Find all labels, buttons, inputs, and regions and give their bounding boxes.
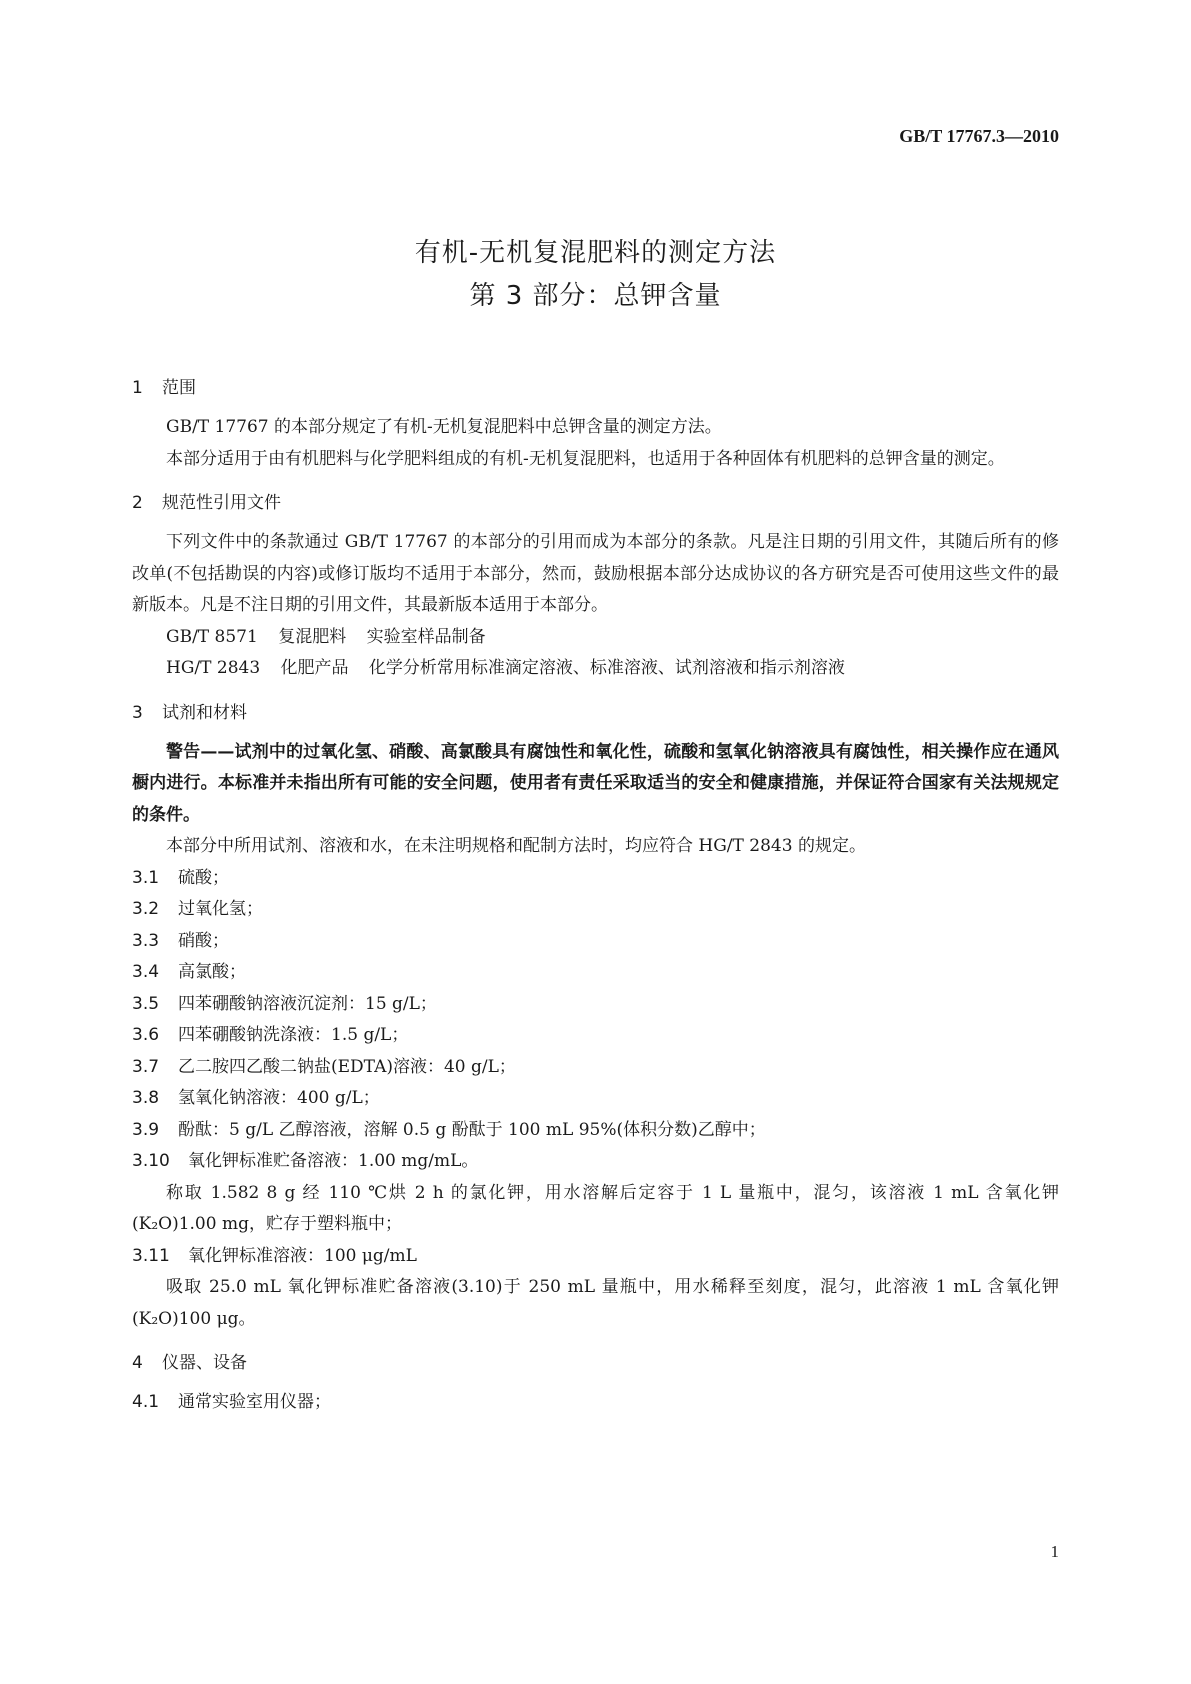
item-number: 3.10 — [132, 1151, 170, 1171]
section-title: 试剂和材料 — [162, 702, 247, 723]
section-title: 范围 — [162, 378, 196, 398]
page-number: 1 — [1050, 1542, 1059, 1561]
item-number: 3.11 — [132, 1245, 170, 1266]
section-heading-3 — [132, 697, 1059, 729]
item-text: 氧化钾标准溶液：100 μg/mL — [188, 1245, 417, 1266]
item-number: 3.6 — [132, 1025, 160, 1045]
reference-item — [132, 653, 1059, 685]
item-text: 四苯硼酸钠溶液沉淀剂：15 g/L； — [178, 993, 437, 1014]
item-text: 氧化钾标准贮备溶液：1.00 mg/mL。 — [188, 1151, 479, 1171]
item-number: 3.5 — [132, 993, 160, 1014]
item-text: 氢氧化钠溶液：400 g/L； — [178, 1088, 380, 1108]
section-title: 规范性引用文件 — [162, 493, 281, 513]
reference-title: 化肥产品 — [280, 658, 349, 678]
standard-code: GB/T 17767.3—2010 — [899, 126, 1059, 146]
list-item — [132, 957, 1059, 989]
list-item — [132, 1115, 1059, 1147]
list-item — [132, 894, 1059, 926]
section-number: 2 — [132, 493, 143, 513]
list-item — [132, 1083, 1059, 1115]
section-number: 1 — [132, 378, 143, 398]
item-text: 四苯硼酸钠洗涤液：1.5 g/L； — [178, 1025, 409, 1045]
list-item — [132, 989, 1059, 1021]
document-title: 有机-无机复混肥料的测定方法 — [414, 238, 777, 268]
section-heading-2 — [132, 487, 1059, 519]
reference-code: HG/T 2843 — [166, 658, 261, 678]
item-text: 通常实验室用仪器； — [178, 1392, 331, 1412]
paragraph: 本部分中所用试剂、溶液和水，在未注明规格和配制方法时，均应符合 HG/T 2843 的规定。 — [166, 836, 866, 856]
document-subtitle: 第 3 部分：总钾含量 — [469, 281, 722, 311]
section-heading-4 — [132, 1347, 1059, 1379]
list-item — [132, 1241, 1059, 1273]
list-item — [132, 1052, 1059, 1084]
reference-code: GB/T 8571 — [166, 626, 258, 647]
list-item — [132, 1020, 1059, 1052]
section-title: 仪器、设备 — [162, 1353, 247, 1373]
item-number: 3.3 — [132, 930, 160, 951]
paragraph: GB/T 17767 的本部分规定了有机-无机复混肥料中总钾含量的测定方法。 — [166, 417, 722, 437]
item-number: 3.8 — [132, 1088, 160, 1108]
item-number: 3.7 — [132, 1056, 160, 1077]
list-item — [132, 863, 1059, 895]
section-number: 3 — [132, 702, 143, 723]
warning-paragraph: 警告——试剂中的过氧化氢、硝酸、高氯酸具有腐蚀性和氧化性，硫酸和氢氧化钠溶液具有腐蚀性，相关操作应在通风橱内进行。本标准并未指出所有可能的安全问题，使用者有责任采取适当的安全和健康措施，并保证符合国家有关法规规定的条件。 — [132, 741, 1059, 825]
item-text: 乙二胺四乙酸二钠盐(EDTA)溶液：40 g/L； — [178, 1056, 516, 1077]
paragraph: 下列文件中的条款通过 GB/T 17767 的本部分的引用而成为本部分的条款。凡是注日期的引用文件，其随后所有的修改单(不包括勘误的内容)或修订版均不适用于本部分，然而，鼓励根据本部分达成协议的各方研究是否可使用这些文件的最新版本。凡是不注日期的引用文件，其最新版本适用于本部分。 — [132, 532, 1059, 615]
item-number: 3.1 — [132, 867, 160, 888]
reference-title: 复混肥料 — [278, 626, 347, 647]
paragraph: 称取 1.582 8 g 经 110 ℃烘 2 h 的氯化钾，用水溶解后定容于 1 L 量瓶中，混匀，该溶液 1 mL 含氧化钾(K₂O)1.00 mg，贮存于塑料瓶中； — [132, 1182, 1059, 1234]
item-number: 4.1 — [132, 1392, 160, 1412]
item-text: 过氧化氢； — [178, 899, 263, 919]
reference-item — [132, 622, 1059, 654]
list-item — [132, 926, 1059, 958]
list-item — [132, 1387, 1059, 1419]
reference-title: 实验室样品制备 — [366, 626, 486, 647]
item-text: 硝酸； — [178, 930, 229, 951]
item-text: 高氯酸； — [178, 962, 246, 982]
section-heading-1 — [132, 372, 1059, 404]
paragraph: 本部分适用于由有机肥料与化学肥料组成的有机-无机复混肥料，也适用于各种固体有机肥料的总钾含量的测定。 — [166, 448, 1005, 469]
item-number: 3.4 — [132, 962, 160, 982]
paragraph: 吸取 25.0 mL 氧化钾标准贮备溶液(3.10)于 250 mL 量瓶中，用水稀释至刻度，混匀，此溶液 1 mL 含氧化钾(K₂O)100 μg。 — [132, 1277, 1059, 1329]
document-body — [132, 372, 1059, 1419]
item-number: 3.2 — [132, 899, 160, 919]
reference-title: 化学分析常用标准滴定溶液、标准溶液、试剂溶液和指示剂溶液 — [368, 658, 845, 678]
item-text: 酚酞：5 g/L 乙醇溶液，溶解 0.5 g 酚酞于 100 mL 95%(体积分数)乙醇中； — [178, 1119, 766, 1140]
section-number: 4 — [132, 1353, 143, 1373]
item-text: 硫酸； — [178, 867, 229, 888]
list-item — [132, 1146, 1059, 1178]
item-number: 3.9 — [132, 1119, 160, 1140]
